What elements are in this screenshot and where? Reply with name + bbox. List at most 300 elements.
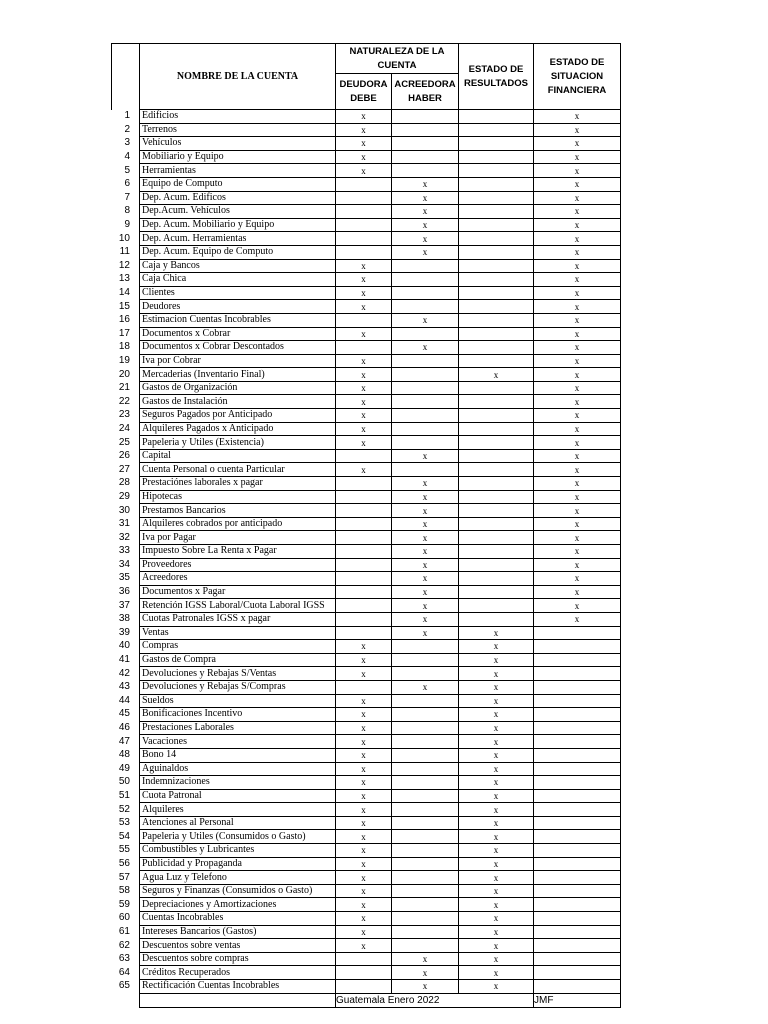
table-row — [112, 341, 621, 355]
credit-header: ACREEDORA HABER — [392, 74, 459, 110]
credit-mark — [392, 925, 459, 939]
credit-mark: x — [392, 245, 459, 259]
account-name: Mercaderias (Inventario Final) — [140, 368, 336, 382]
footer-blank-cell — [140, 993, 336, 1007]
financial-position-mark: x — [534, 381, 621, 395]
financial-position-mark: x — [534, 177, 621, 191]
financial-position-mark — [534, 925, 621, 939]
table-row — [112, 844, 621, 858]
row-number: 13 — [112, 273, 140, 287]
row-number: 47 — [112, 735, 140, 749]
row-number: 23 — [112, 409, 140, 423]
financial-position-mark: x — [534, 599, 621, 613]
table-row — [112, 381, 621, 395]
table-row — [112, 789, 621, 803]
account-name: Gastos de Compra — [140, 653, 336, 667]
income-statement-mark: x — [459, 912, 534, 926]
account-name: Descuentos sobre ventas — [140, 939, 336, 953]
table-row — [112, 531, 621, 545]
financial-position-mark: x — [534, 110, 621, 124]
debit-mark — [336, 245, 392, 259]
table-row — [112, 477, 621, 491]
table-row — [112, 123, 621, 137]
credit-mark — [392, 762, 459, 776]
financial-position-mark: x — [534, 463, 621, 477]
financial-position-mark — [534, 844, 621, 858]
debit-mark: x — [336, 150, 392, 164]
financial-position-mark: x — [534, 205, 621, 219]
credit-mark — [392, 667, 459, 681]
row-number: 15 — [112, 300, 140, 314]
debit-mark: x — [336, 884, 392, 898]
income-statement-mark — [459, 517, 534, 531]
debit-mark: x — [336, 776, 392, 790]
credit-mark: x — [392, 341, 459, 355]
account-name: Créditos Recuperados — [140, 966, 336, 980]
table-row — [112, 952, 621, 966]
debit-mark: x — [336, 395, 392, 409]
income-statement-mark — [459, 123, 534, 137]
credit-mark — [392, 436, 459, 450]
debit-mark — [336, 218, 392, 232]
income-statement-mark: x — [459, 708, 534, 722]
income-statement-mark — [459, 232, 534, 246]
debit-mark: x — [336, 721, 392, 735]
credit-mark — [392, 721, 459, 735]
credit-mark — [392, 354, 459, 368]
debit-mark: x — [336, 422, 392, 436]
account-name: Proveedores — [140, 558, 336, 572]
table-row — [112, 585, 621, 599]
debit-mark — [336, 572, 392, 586]
debit-mark — [336, 599, 392, 613]
credit-mark: x — [392, 599, 459, 613]
account-name: Documentos x Cobrar — [140, 327, 336, 341]
credit-mark — [392, 803, 459, 817]
row-number: 54 — [112, 830, 140, 844]
credit-mark: x — [392, 205, 459, 219]
row-number: 40 — [112, 640, 140, 654]
financial-position-mark: x — [534, 585, 621, 599]
credit-mark — [392, 884, 459, 898]
table-row — [112, 436, 621, 450]
table-row — [112, 273, 621, 287]
account-name: Dep. Acum. Mobiliario y Equipo — [140, 218, 336, 232]
row-number: 58 — [112, 884, 140, 898]
account-name: Alquileres cobrados por anticipado — [140, 517, 336, 531]
table-row — [112, 504, 621, 518]
row-number: 62 — [112, 939, 140, 953]
income-statement-mark: x — [459, 721, 534, 735]
table-row — [112, 599, 621, 613]
table-row — [112, 694, 621, 708]
credit-mark: x — [392, 177, 459, 191]
row-number: 46 — [112, 721, 140, 735]
row-number: 21 — [112, 381, 140, 395]
income-statement-mark — [459, 490, 534, 504]
credit-mark — [392, 395, 459, 409]
income-statement-mark — [459, 463, 534, 477]
table-row — [112, 980, 621, 994]
row-number: 24 — [112, 422, 140, 436]
credit-mark — [392, 137, 459, 151]
table-row — [112, 395, 621, 409]
account-name: Documentos x Cobrar Descontados — [140, 341, 336, 355]
credit-mark — [392, 123, 459, 137]
row-number: 19 — [112, 354, 140, 368]
debit-mark: x — [336, 286, 392, 300]
credit-mark — [392, 708, 459, 722]
account-name: Dep. Acum. Edificos — [140, 191, 336, 205]
table-row — [112, 612, 621, 626]
financial-position-mark: x — [534, 504, 621, 518]
debit-mark: x — [336, 137, 392, 151]
income-statement-mark — [459, 381, 534, 395]
income-statement-mark: x — [459, 735, 534, 749]
debit-mark: x — [336, 354, 392, 368]
financial-position-mark: x — [534, 313, 621, 327]
number-header-cell — [112, 44, 140, 110]
account-name: Publicidad y Propaganda — [140, 857, 336, 871]
debit-mark: x — [336, 164, 392, 178]
financial-position-mark — [534, 653, 621, 667]
account-name-header: NOMBRE DE LA CUENTA — [140, 44, 336, 110]
table-row — [112, 191, 621, 205]
income-statement-mark — [459, 110, 534, 124]
table-row — [112, 218, 621, 232]
income-statement-mark: x — [459, 884, 534, 898]
financial-position-mark: x — [534, 409, 621, 423]
row-number: 61 — [112, 925, 140, 939]
account-name: Prestamos Bancarios — [140, 504, 336, 518]
credit-mark: x — [392, 517, 459, 531]
debit-mark — [336, 449, 392, 463]
debit-mark: x — [336, 762, 392, 776]
credit-mark: x — [392, 313, 459, 327]
credit-mark: x — [392, 680, 459, 694]
debit-mark: x — [336, 327, 392, 341]
income-statement-mark — [459, 259, 534, 273]
table-row — [112, 626, 621, 640]
debit-mark — [336, 504, 392, 518]
financial-position-mark — [534, 939, 621, 953]
financial-position-mark — [534, 667, 621, 681]
table-row — [112, 177, 621, 191]
financial-position-mark: x — [534, 137, 621, 151]
table-row — [112, 259, 621, 273]
income-statement-mark — [459, 477, 534, 491]
financial-position-mark — [534, 966, 621, 980]
debit-mark — [336, 517, 392, 531]
income-statement-mark — [459, 218, 534, 232]
account-name: Cuenta Personal o cuenta Particular — [140, 463, 336, 477]
income-statement-mark — [459, 150, 534, 164]
financial-position-mark — [534, 776, 621, 790]
income-statement-mark — [459, 177, 534, 191]
financial-position-header: ESTADO DE SITUACION FINANCIERA — [534, 44, 621, 110]
credit-mark — [392, 150, 459, 164]
row-number: 9 — [112, 218, 140, 232]
debit-mark: x — [336, 748, 392, 762]
financial-position-mark: x — [534, 422, 621, 436]
row-number: 29 — [112, 490, 140, 504]
income-statement-mark — [459, 354, 534, 368]
credit-mark: x — [392, 232, 459, 246]
income-statement-mark: x — [459, 857, 534, 871]
financial-position-mark — [534, 721, 621, 735]
account-name: Caja Chica — [140, 273, 336, 287]
debit-mark — [336, 477, 392, 491]
account-name: Alquileres — [140, 803, 336, 817]
credit-mark — [392, 735, 459, 749]
credit-mark: x — [392, 626, 459, 640]
income-statement-mark: x — [459, 816, 534, 830]
credit-mark — [392, 640, 459, 654]
accounts-table — [111, 43, 621, 1008]
row-number: 43 — [112, 680, 140, 694]
financial-position-mark: x — [534, 572, 621, 586]
row-number: 41 — [112, 653, 140, 667]
table-row — [112, 490, 621, 504]
credit-mark: x — [392, 531, 459, 545]
account-name: Depreciaciones y Amortizaciones — [140, 898, 336, 912]
account-name: Prestaciones Laborales — [140, 721, 336, 735]
account-name: Caja y Bancos — [140, 259, 336, 273]
row-number: 37 — [112, 599, 140, 613]
credit-mark — [392, 381, 459, 395]
account-name: Vacaciones — [140, 735, 336, 749]
income-statement-mark: x — [459, 871, 534, 885]
account-name: Papeleria y Utiles (Consumidos o Gasto) — [140, 830, 336, 844]
financial-position-mark: x — [534, 490, 621, 504]
credit-mark — [392, 463, 459, 477]
row-number: 7 — [112, 191, 140, 205]
debit-mark: x — [336, 300, 392, 314]
table-row — [112, 912, 621, 926]
credit-mark: x — [392, 612, 459, 626]
account-name: Cuentas Incobrables — [140, 912, 336, 926]
row-number: 50 — [112, 776, 140, 790]
account-name: Vehículos — [140, 137, 336, 151]
income-statement-mark: x — [459, 898, 534, 912]
financial-position-mark — [534, 789, 621, 803]
financial-position-mark — [534, 980, 621, 994]
credit-mark — [392, 368, 459, 382]
income-statement-mark: x — [459, 762, 534, 776]
account-name: Retención IGSS Laboral/Cuota Laboral IGSS — [140, 599, 336, 613]
account-name: Acreedores — [140, 572, 336, 586]
income-statement-mark — [459, 572, 534, 586]
income-statement-mark — [459, 286, 534, 300]
nature-header: NATURALEZA DE LA CUENTA — [336, 44, 459, 74]
credit-mark — [392, 286, 459, 300]
financial-position-mark: x — [534, 341, 621, 355]
table-row — [112, 748, 621, 762]
table-row — [112, 150, 621, 164]
credit-mark — [392, 422, 459, 436]
credit-mark: x — [392, 504, 459, 518]
row-number: 39 — [112, 626, 140, 640]
account-name: Bono 14 — [140, 748, 336, 762]
debit-mark: x — [336, 110, 392, 124]
account-rows — [112, 110, 621, 994]
debit-mark: x — [336, 409, 392, 423]
debit-mark: x — [336, 735, 392, 749]
row-number: 64 — [112, 966, 140, 980]
credit-mark — [392, 300, 459, 314]
financial-position-mark: x — [534, 436, 621, 450]
table-row — [112, 857, 621, 871]
table-header — [112, 44, 621, 110]
debit-mark: x — [336, 368, 392, 382]
table-row — [112, 368, 621, 382]
financial-position-mark: x — [534, 517, 621, 531]
row-number: 1 — [112, 110, 140, 124]
financial-position-mark — [534, 626, 621, 640]
income-statement-mark — [459, 409, 534, 423]
row-number: 17 — [112, 327, 140, 341]
financial-position-mark: x — [534, 477, 621, 491]
table-row — [112, 898, 621, 912]
financial-position-mark — [534, 816, 621, 830]
income-statement-mark — [459, 341, 534, 355]
income-statement-mark: x — [459, 653, 534, 667]
credit-mark — [392, 748, 459, 762]
row-number: 5 — [112, 164, 140, 178]
income-statement-mark: x — [459, 626, 534, 640]
financial-position-mark: x — [534, 327, 621, 341]
row-number: 14 — [112, 286, 140, 300]
account-name: Estimacion Cuentas Incobrables — [140, 313, 336, 327]
table-row — [112, 110, 621, 124]
account-name: Prestaciónes laborales x pagar — [140, 477, 336, 491]
income-statement-header: ESTADO DE RESULTADOS — [459, 44, 534, 110]
table-row — [112, 939, 621, 953]
account-name: Alquileres Pagados x Anticipado — [140, 422, 336, 436]
row-number: 30 — [112, 504, 140, 518]
financial-position-mark: x — [534, 545, 621, 559]
financial-position-mark — [534, 762, 621, 776]
account-name: Atenciones al Personal — [140, 816, 336, 830]
income-statement-mark — [459, 313, 534, 327]
income-statement-mark — [459, 558, 534, 572]
credit-mark — [392, 110, 459, 124]
account-name: Cuota Patronal — [140, 789, 336, 803]
account-name: Agua Luz y Telefono — [140, 871, 336, 885]
income-statement-mark: x — [459, 789, 534, 803]
financial-position-mark: x — [534, 164, 621, 178]
credit-mark: x — [392, 585, 459, 599]
financial-position-mark: x — [534, 449, 621, 463]
debit-mark — [336, 626, 392, 640]
row-number: 11 — [112, 245, 140, 259]
credit-mark — [392, 653, 459, 667]
table-row — [112, 640, 621, 654]
financial-position-mark — [534, 912, 621, 926]
account-name: Herramientas — [140, 164, 336, 178]
income-statement-mark — [459, 205, 534, 219]
debit-mark: x — [336, 844, 392, 858]
debit-mark — [336, 177, 392, 191]
credit-mark: x — [392, 572, 459, 586]
financial-position-mark — [534, 857, 621, 871]
account-name: Dep.Acum. Vehículos — [140, 205, 336, 219]
account-name: Gastos de Instalación — [140, 395, 336, 409]
account-name: Hipotecas — [140, 490, 336, 504]
debit-mark: x — [336, 463, 392, 477]
table-row — [112, 871, 621, 885]
row-number: 48 — [112, 748, 140, 762]
financial-position-mark: x — [534, 232, 621, 246]
income-statement-mark: x — [459, 939, 534, 953]
financial-position-mark — [534, 884, 621, 898]
credit-mark: x — [392, 490, 459, 504]
table-row — [112, 463, 621, 477]
row-number: 55 — [112, 844, 140, 858]
income-statement-mark — [459, 300, 534, 314]
debit-mark: x — [336, 123, 392, 137]
table-row — [112, 313, 621, 327]
income-statement-mark — [459, 585, 534, 599]
row-number: 56 — [112, 857, 140, 871]
table-row — [112, 300, 621, 314]
row-number: 27 — [112, 463, 140, 477]
account-name: Indemnizaciones — [140, 776, 336, 790]
debit-mark: x — [336, 789, 392, 803]
financial-position-mark — [534, 708, 621, 722]
debit-mark: x — [336, 898, 392, 912]
credit-mark — [392, 164, 459, 178]
credit-mark: x — [392, 191, 459, 205]
debit-mark — [336, 191, 392, 205]
row-number: 65 — [112, 980, 140, 994]
income-statement-mark — [459, 449, 534, 463]
income-statement-mark: x — [459, 776, 534, 790]
income-statement-mark — [459, 137, 534, 151]
account-name: Aguinaldos — [140, 762, 336, 776]
credit-mark — [392, 939, 459, 953]
table-row — [112, 708, 621, 722]
income-statement-mark: x — [459, 952, 534, 966]
row-number: 33 — [112, 545, 140, 559]
debit-mark — [336, 490, 392, 504]
financial-position-mark: x — [534, 191, 621, 205]
row-number: 38 — [112, 612, 140, 626]
financial-position-mark — [534, 694, 621, 708]
account-name: Descuentos sobre compras — [140, 952, 336, 966]
debit-mark — [336, 341, 392, 355]
row-number: 16 — [112, 313, 140, 327]
debit-mark — [336, 980, 392, 994]
income-statement-mark: x — [459, 966, 534, 980]
income-statement-mark — [459, 612, 534, 626]
financial-position-mark — [534, 680, 621, 694]
table-row — [112, 667, 621, 681]
credit-mark — [392, 776, 459, 790]
debit-mark: x — [336, 912, 392, 926]
row-number: 53 — [112, 816, 140, 830]
row-number: 10 — [112, 232, 140, 246]
debit-mark: x — [336, 694, 392, 708]
income-statement-mark: x — [459, 640, 534, 654]
table-row — [112, 653, 621, 667]
credit-mark: x — [392, 952, 459, 966]
debit-mark: x — [336, 857, 392, 871]
row-number: 26 — [112, 449, 140, 463]
table-row — [112, 286, 621, 300]
footer-initials: JMF — [534, 993, 621, 1007]
table-row — [112, 572, 621, 586]
